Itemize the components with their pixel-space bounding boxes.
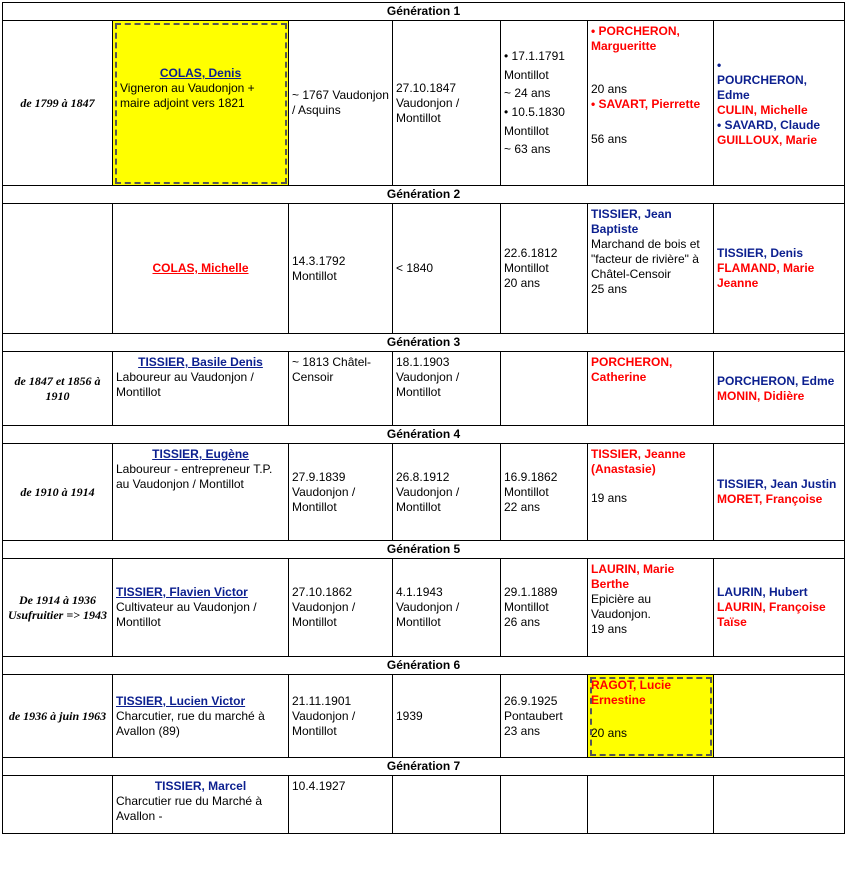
spouse-cell xyxy=(588,776,714,834)
death-cell xyxy=(393,204,501,334)
marriage-cell xyxy=(501,675,588,758)
marriage-line: • 10.5.1830 xyxy=(504,105,565,119)
parents-cell xyxy=(714,559,845,657)
spouse-age: 19 ans xyxy=(591,491,628,505)
birth-info: 10.4.1927 xyxy=(292,779,346,793)
marriage-line: 22.6.1812 xyxy=(504,246,558,260)
person-occupation: Cultivateur au Vaudonjon / Montillot xyxy=(116,600,257,629)
generation-header: Génération 7 xyxy=(3,758,845,776)
spouse-age: 20 ans xyxy=(591,726,628,740)
spouse-cell xyxy=(588,21,714,186)
person-occupation: Laboureur au Vaudonjon / Montillot xyxy=(116,370,254,399)
parents-cell xyxy=(714,675,845,758)
person-occupation: Vigneron au Vaudonjon + maire adjoint vers 1821 xyxy=(120,81,255,110)
marriage-line: Montillot xyxy=(504,261,549,275)
parent-marker: • xyxy=(717,58,722,72)
marriage-line: • 17.1.1791 xyxy=(504,49,565,64)
marriage-line: Pontaubert xyxy=(504,708,563,723)
person-cell xyxy=(113,204,289,334)
marriage-cell xyxy=(501,559,588,657)
parent-name: LAURIN, Françoise Taïse xyxy=(717,600,826,629)
spouse-cell xyxy=(588,352,714,426)
parents-cell xyxy=(714,21,845,186)
generation-header: Génération 5 xyxy=(3,541,845,559)
marriage-cell xyxy=(501,21,588,186)
spouse-name: TISSIER, Jean Baptiste xyxy=(591,207,672,236)
death-cell xyxy=(393,559,501,657)
person-cell xyxy=(113,559,289,657)
period-cell xyxy=(3,204,113,334)
period-cell xyxy=(3,776,113,834)
person-cell xyxy=(113,444,289,541)
death-cell xyxy=(393,444,501,541)
parent-name: MONIN, Didière xyxy=(717,388,805,403)
birth-info: 21.11.1901 Vaudonjon / Montillot xyxy=(292,693,356,738)
generation-header: Génération 6 xyxy=(3,657,845,675)
spouse-occupation: Epicière au Vaudonjon. xyxy=(591,592,652,621)
spouse-cell xyxy=(588,675,714,758)
birth-cell xyxy=(289,21,393,186)
person-cell xyxy=(113,776,289,834)
parent-name: • SAVARD, Claude xyxy=(717,118,821,132)
generation-header: Génération 1 xyxy=(3,3,845,21)
marriage-line: 26.9.1925 xyxy=(504,693,558,708)
death-info: 4.1.1943 Vaudonjon / Montillot xyxy=(396,585,460,629)
spouse-cell xyxy=(588,559,714,657)
parents-cell xyxy=(714,204,845,334)
birth-cell xyxy=(289,204,393,334)
generation-header: Génération 4 xyxy=(3,426,845,444)
marriage-line: 16.9.1862 xyxy=(504,469,558,484)
period-cell: De 1914 à 1936 Usufruitier => 1943 xyxy=(3,559,113,657)
parents-cell xyxy=(714,444,845,541)
death-cell xyxy=(393,21,501,186)
birth-info: ~ 1767 Vaudonjon / Asquins xyxy=(292,88,389,117)
period-cell: de 1936 à juin 1963 xyxy=(3,675,113,758)
marriage-line: Montillot xyxy=(504,600,549,614)
marriage-line: ~ 63 ans xyxy=(504,142,551,157)
birth-info: 14.3.1792 Montillot xyxy=(292,253,346,283)
person-occupation: Charcutier rue du Marché à Avallon - xyxy=(116,794,263,823)
spouse-name: TISSIER, Jeanne (Anastasie) xyxy=(591,447,686,476)
spouse-name: • PORCHERON, Margueritte xyxy=(591,24,680,53)
person-name[interactable]: COLAS, Michelle xyxy=(152,261,249,275)
person-name[interactable]: COLAS, Denis xyxy=(159,66,242,80)
marriage-cell xyxy=(501,776,588,834)
period-cell: de 1847 et 1856 à 1910 xyxy=(3,352,113,426)
parent-name: TISSIER, Jean Justin xyxy=(717,477,837,491)
parent-name: MORET, Françoise xyxy=(717,492,823,506)
spouse-name: PORCHERON, Catherine xyxy=(591,355,673,384)
marriage-line: ~ 24 ans xyxy=(504,86,551,101)
person-name[interactable]: TISSIER, Marcel xyxy=(154,779,247,793)
person-name[interactable]: TISSIER, Basile Denis xyxy=(138,355,263,369)
parent-name: LAURIN, Hubert xyxy=(717,585,808,599)
parent-name: POURCHERON, Edme xyxy=(717,73,808,102)
person-name[interactable]: TISSIER, Eugène xyxy=(152,447,249,461)
marriage-line: Montillot xyxy=(504,484,549,499)
generation-header: Génération 3 xyxy=(3,334,845,352)
marriage-cell xyxy=(501,204,588,334)
person-occupation: Charcutier, rue du marché à Avallon (89) xyxy=(116,708,265,738)
death-cell xyxy=(393,675,501,758)
person-cell xyxy=(113,352,289,426)
birth-info: ~ 1813 Châtel-Censoir xyxy=(292,355,372,384)
marriage-line: 29.1.1889 xyxy=(504,585,558,599)
birth-cell xyxy=(289,776,393,834)
death-cell xyxy=(393,352,501,426)
marriage-line: 22 ans xyxy=(504,499,541,514)
death-info: 18.1.1903 Vaudonjon / Montillot xyxy=(396,355,460,399)
parents-cell xyxy=(714,352,845,426)
spouse-age: 25 ans xyxy=(591,282,628,296)
marriage-line: Montillot xyxy=(504,123,549,138)
spouse-age: 20 ans xyxy=(591,82,628,96)
spouse-cell xyxy=(588,444,714,541)
parent-name: GUILLOUX, Marie xyxy=(717,133,818,147)
person-occupation: Laboureur - entrepreneur T.P. au Vaudonjon / Montillot xyxy=(116,462,273,491)
spouse-age: 19 ans xyxy=(591,622,628,636)
marriage-line: 26 ans xyxy=(504,615,541,629)
birth-cell xyxy=(289,444,393,541)
death-cell xyxy=(393,776,501,834)
spouse-name: LAURIN, Marie Berthe xyxy=(591,562,675,591)
marriage-line: 20 ans xyxy=(504,276,541,290)
parents-cell xyxy=(714,776,845,834)
marriage-cell xyxy=(501,352,588,426)
birth-cell xyxy=(289,675,393,758)
birth-cell xyxy=(289,352,393,426)
genealogy-table xyxy=(2,2,845,834)
marriage-line: 23 ans xyxy=(504,723,541,738)
parent-name: FLAMAND, Marie Jeanne xyxy=(717,261,815,290)
marriage-line: Montillot xyxy=(504,67,549,82)
person-name[interactable]: TISSIER, Lucien Victor xyxy=(116,693,246,708)
spouse-name: RAGOT, Lucie Ernestine xyxy=(591,678,672,707)
parent-name: PORCHERON, Edme xyxy=(717,373,835,388)
period-cell: de 1799 à 1847 xyxy=(3,21,113,186)
marriage-cell xyxy=(501,444,588,541)
spouse-age: 56 ans xyxy=(591,132,628,146)
spouse-name: • SAVART, Pierrette xyxy=(591,97,701,111)
person-name[interactable]: TISSIER, Flavien Victor xyxy=(116,585,248,599)
death-info: < 1840 xyxy=(396,261,434,275)
spouse-cell xyxy=(588,204,714,334)
birth-info: 27.9.1839 Vaudonjon / Montillot xyxy=(292,469,356,514)
birth-cell xyxy=(289,559,393,657)
spouse-occupation: Marchand de bois et "facteur de rivière" à Châtel-Censoir xyxy=(591,237,700,281)
parent-name: TISSIER, Denis xyxy=(717,246,804,260)
death-info: 1939 xyxy=(396,708,423,723)
period-cell: de 1910 à 1914 xyxy=(3,444,113,541)
parent-name: CULIN, Michelle xyxy=(717,103,808,117)
birth-info: 27.10.1862 Vaudonjon / Montillot xyxy=(292,585,356,629)
death-info: 26.8.1912 Vaudonjon / Montillot xyxy=(396,469,460,514)
death-info: 27.10.1847 Vaudonjon / Montillot xyxy=(396,80,460,125)
person-cell xyxy=(113,675,289,758)
generation-header: Génération 2 xyxy=(3,186,845,204)
person-cell xyxy=(113,21,289,186)
